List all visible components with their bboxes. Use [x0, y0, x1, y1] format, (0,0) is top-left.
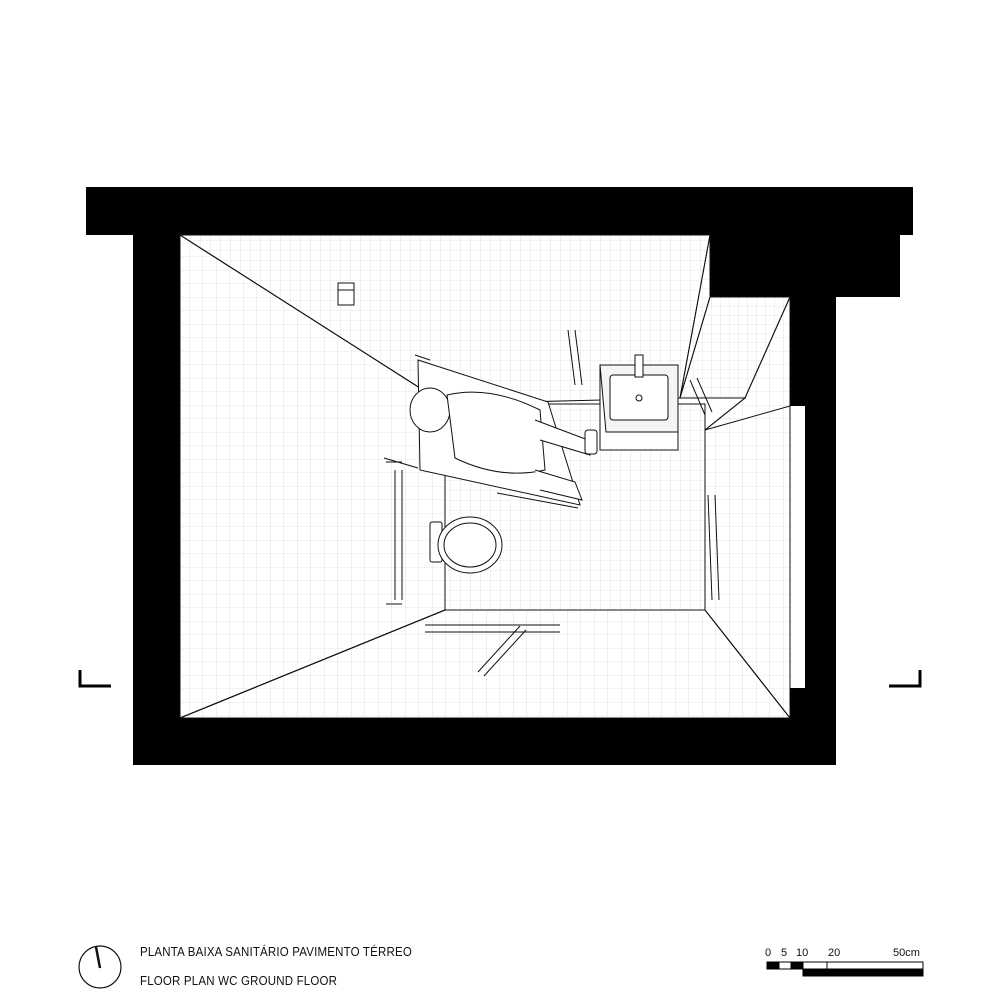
- scale-label: 0: [765, 947, 772, 959]
- scale-bar: [767, 962, 923, 976]
- head: [410, 388, 450, 432]
- paper-holder: [338, 283, 354, 305]
- scale-label: 10: [796, 947, 809, 959]
- scale-label: 20: [828, 947, 841, 959]
- wall-right-lower: [805, 406, 836, 688]
- north-arrow-icon: [79, 946, 121, 988]
- sink: [600, 355, 678, 450]
- drawing-title-english: FLOOR PLAN WC GROUND FLOOR: [140, 974, 338, 988]
- drawing-title-portuguese: PLANTA BAIXA SANITÁRIO PAVIMENTO TÉRREO: [140, 945, 412, 959]
- scale-label: 5: [781, 947, 788, 959]
- scale-label: 50cm: [893, 947, 920, 959]
